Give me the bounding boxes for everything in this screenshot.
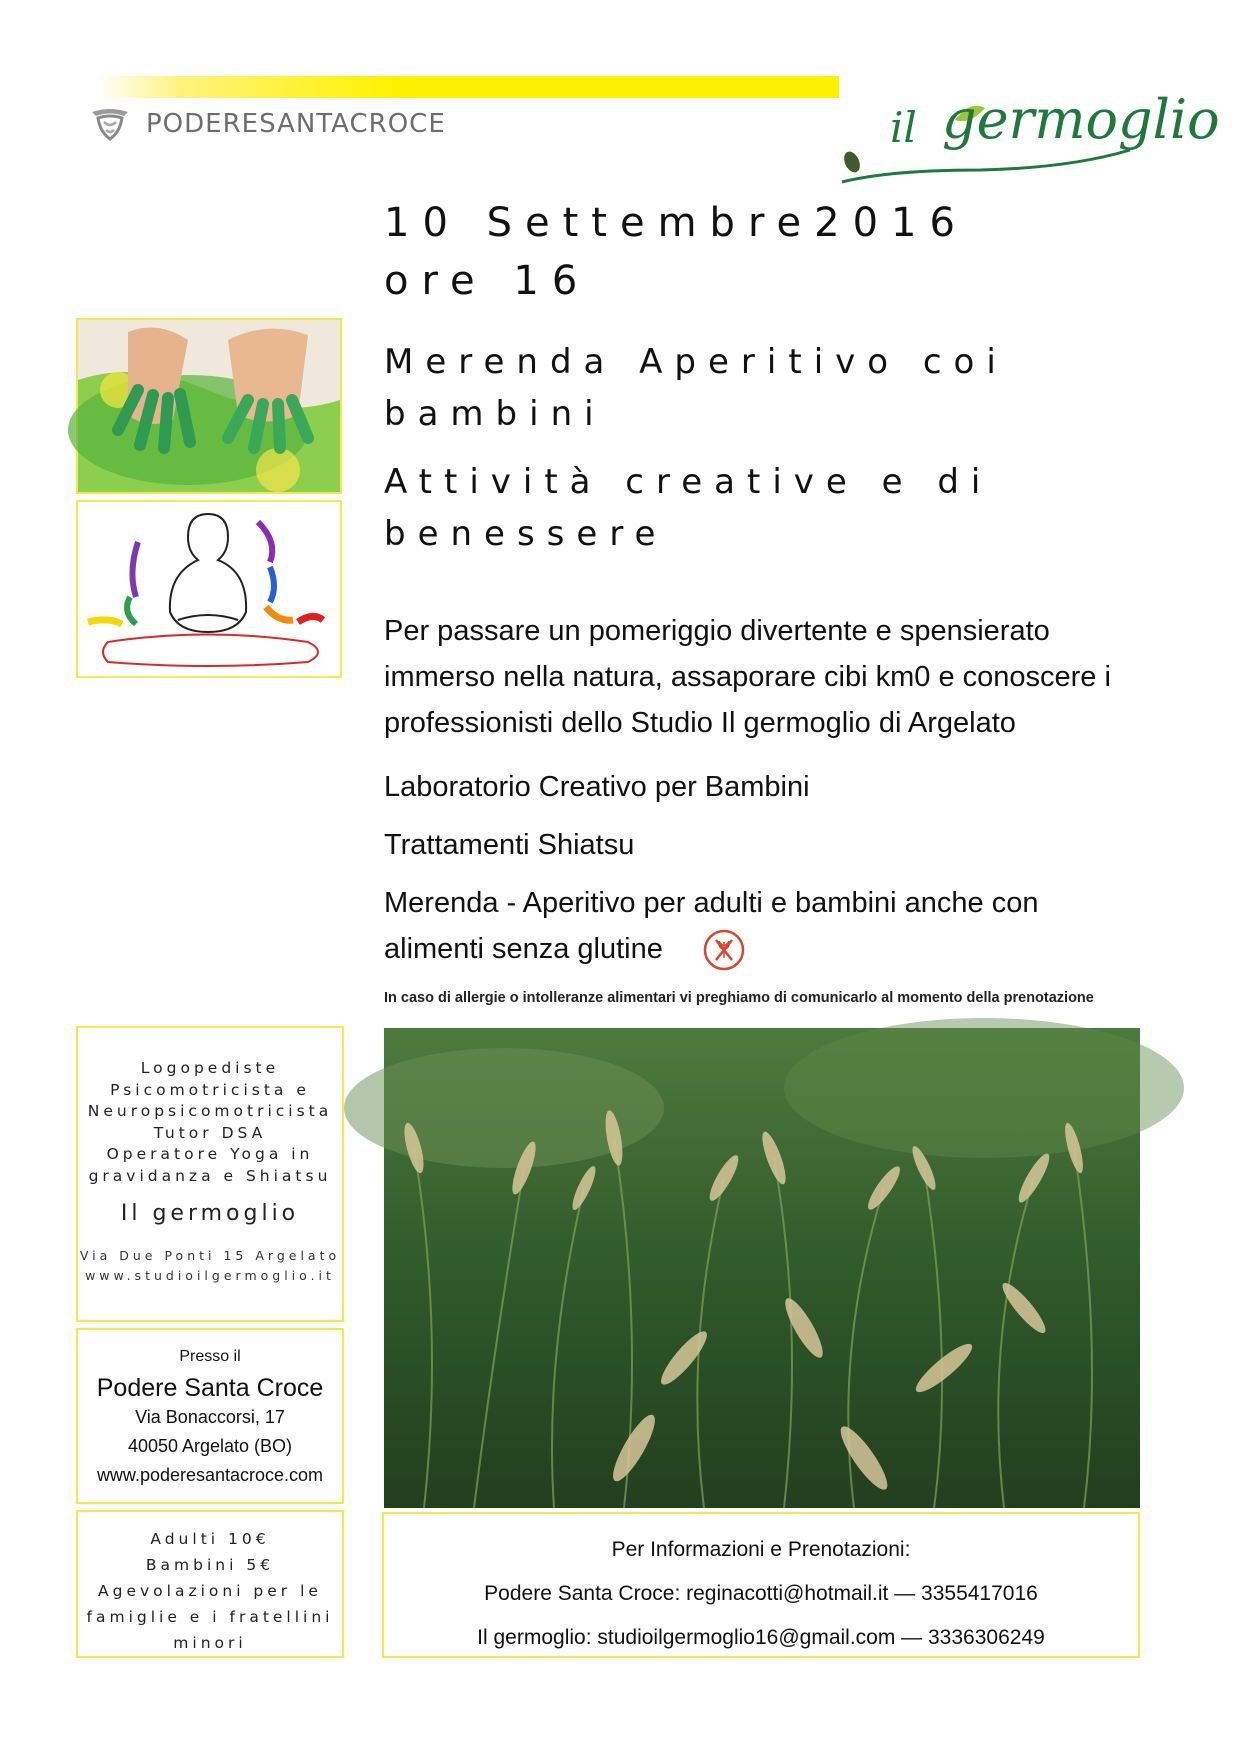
- podere-santa-croce-logo: [88, 106, 446, 142]
- activity-shiatsu: Trattamenti Shiatsu: [384, 829, 635, 861]
- description-line1: Per passare un pomeriggio divertente e spensierato: [384, 615, 1050, 647]
- header-yellow-bar: [95, 76, 839, 98]
- venue-city: 40050 Argelato (BO): [127, 1436, 293, 1456]
- description-line3: professionisti dello Studio Il germoglio di Argelato: [384, 707, 1016, 739]
- studio-name: Il germoglio: [120, 1201, 300, 1226]
- event-date: 10 Settembre2016: [384, 200, 968, 246]
- studio-address: Via Due Ponti 15 Argelato: [79, 1248, 341, 1263]
- contact-heading: Per Informazioni e Prenotazioni:: [611, 1538, 911, 1561]
- studio-role: gravidanza e Shiatsu: [88, 1166, 332, 1185]
- germoglio-logo-small: il: [890, 103, 917, 152]
- price-discount-line1: Agevolazioni per le: [98, 1582, 322, 1600]
- price-discount-line2: famiglie e i fratellini: [86, 1608, 334, 1626]
- price-children: Bambini 5€: [145, 1556, 275, 1574]
- activity-merenda-line2: alimenti senza glutine: [384, 933, 663, 965]
- event-description: [384, 608, 1174, 746]
- contact-podere[interactable]: Podere Santa Croce: reginacotti@hotmail.it — 3355417016: [484, 1582, 1038, 1605]
- title-merenda-line2: bambini: [384, 394, 606, 434]
- venue-name: Podere Santa Croce: [96, 1374, 324, 1402]
- event-title-attivita: [384, 456, 992, 560]
- venue-box: [76, 1328, 344, 1504]
- venue-website[interactable]: www.poderesantacroce.com: [96, 1465, 324, 1485]
- studio-role: Tutor DSA: [153, 1123, 267, 1142]
- shiatsu-drawing-image: [76, 500, 342, 678]
- studio-role: Psicomotricista e: [110, 1080, 310, 1099]
- event-time: ore 16: [384, 258, 591, 304]
- contact-germoglio[interactable]: Il germoglio: studioilgermoglio16@gmail.com — 3336306249: [477, 1626, 1045, 1649]
- studio-roles: [78, 1058, 342, 1187]
- title-merenda-line1: Merenda Aperitivo coi: [384, 342, 1008, 382]
- studio-info-box: [76, 1026, 344, 1322]
- venue-street: Via Bonaccorsi, 17: [135, 1407, 285, 1427]
- germoglio-logo-large: germoglio: [942, 88, 1220, 151]
- description-line2: immerso nella natura, assaporare cibi km0 e conoscere i: [384, 661, 1111, 693]
- seed-icon: [841, 149, 863, 175]
- venue-prefix: Presso il: [179, 1348, 241, 1365]
- gluten-free-icon: [702, 928, 746, 972]
- price-discount-line3: minori: [173, 1634, 247, 1652]
- podere-brand-text: PODERESANTACROCE: [146, 109, 446, 139]
- activity-merenda-line1: Merenda - Aperitivo per adulti e bambini anche con: [384, 887, 1039, 919]
- studio-role: Logopediste: [140, 1059, 280, 1077]
- studio-address-block: [78, 1246, 342, 1286]
- wheat-field-image: [384, 1028, 1140, 1508]
- event-datetime: [384, 194, 968, 310]
- event-title-merenda: [384, 336, 1008, 440]
- price-box: [76, 1510, 344, 1658]
- price-adults: Adulti 10€: [150, 1530, 270, 1548]
- podere-crest-icon: [88, 106, 132, 142]
- title-attivita-line2: benessere: [384, 514, 668, 554]
- studio-role: Neuropsicomotricista: [87, 1102, 333, 1120]
- contact-box: [382, 1512, 1140, 1658]
- studio-website[interactable]: www.studioilgermoglio.it: [85, 1268, 335, 1283]
- activity-lab: Laboratorio Creativo per Bambini: [384, 771, 810, 803]
- allergy-note: In caso di allergie o intolleranze alimentari vi preghiamo di comunicarlo al momento della prenotazione: [384, 990, 1094, 1006]
- studio-role: Operatore Yoga in: [106, 1145, 314, 1163]
- painted-hands-image: [76, 318, 342, 494]
- title-attivita-line1: Attività creative e di: [384, 462, 993, 502]
- il-germoglio-logo: [830, 70, 1220, 200]
